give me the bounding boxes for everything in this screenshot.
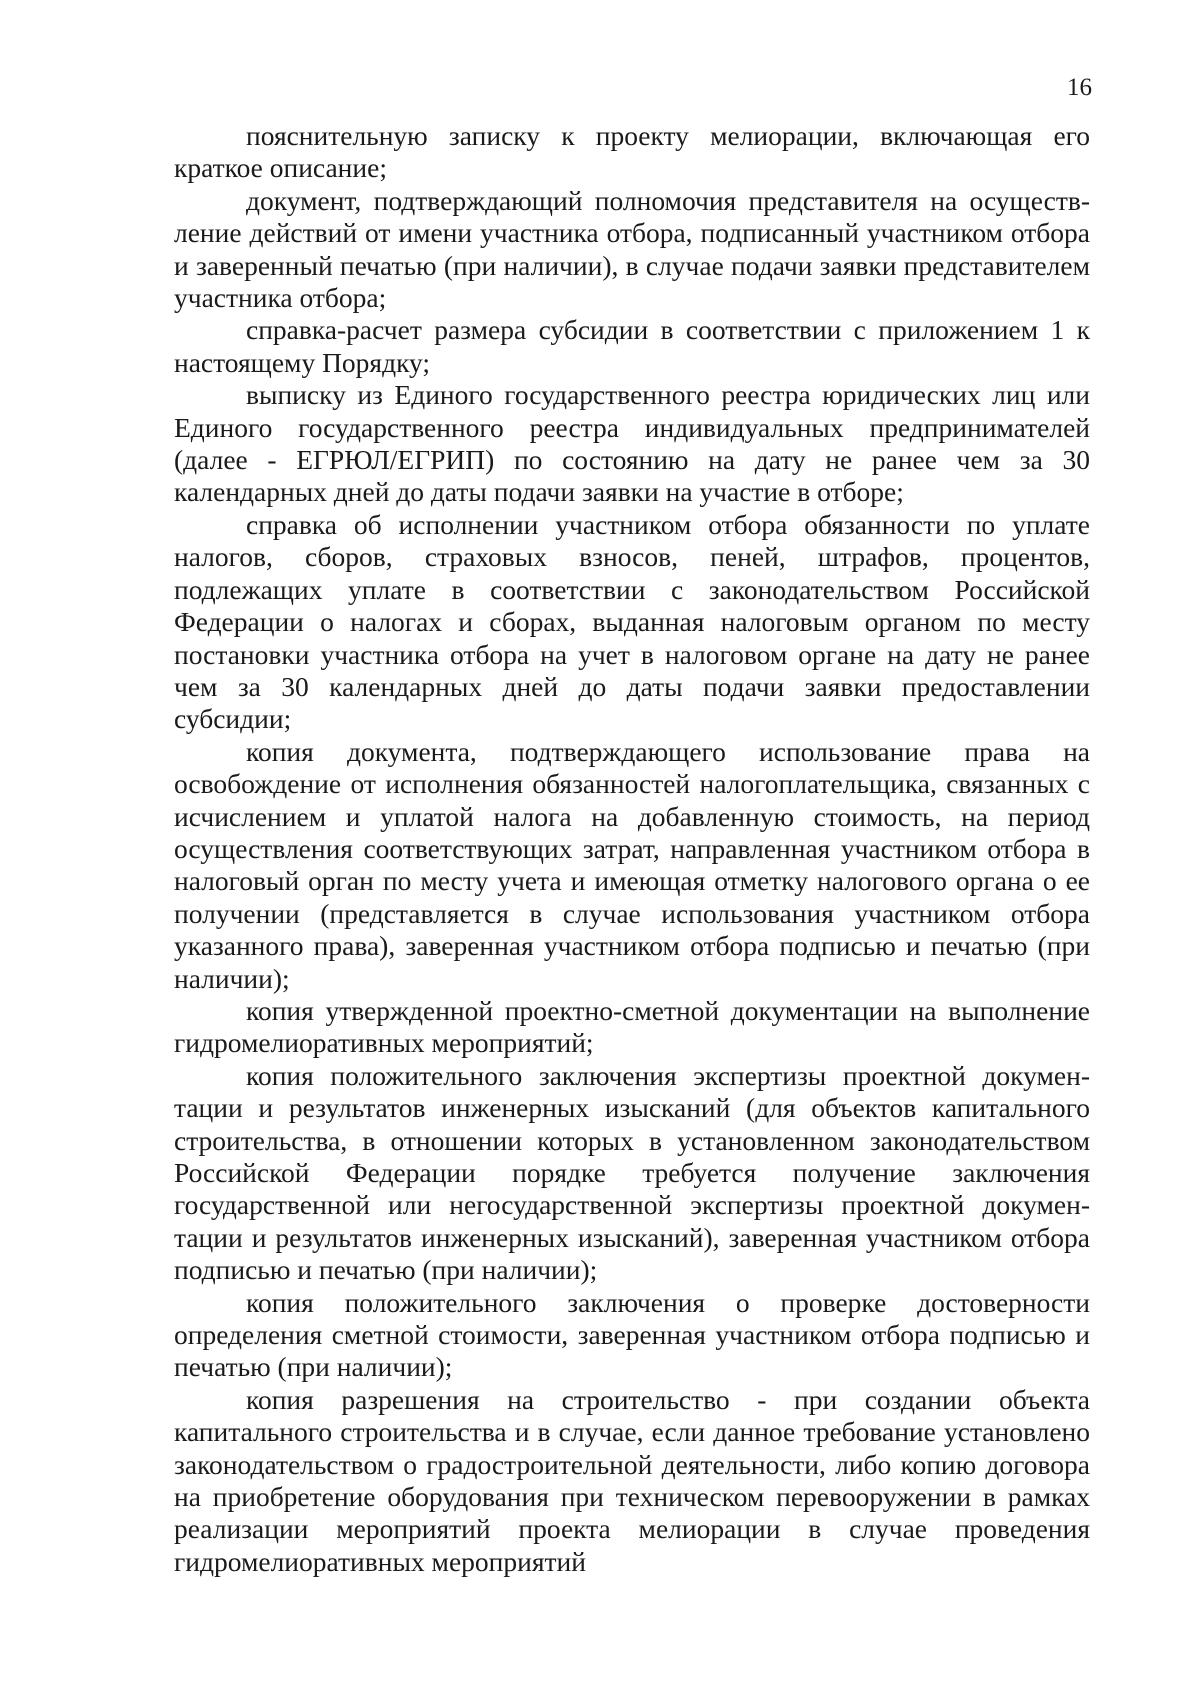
paragraph-design-documentation: копия утвержденной проектно-сметной документации на выполнение гидромелиоративных мероприятий; <box>174 994 1090 1059</box>
paragraph-explanatory-note: пояснительную записку к проекту мелиорации, включающая его краткое описание; <box>174 120 1090 184</box>
document-body <box>174 120 1090 1578</box>
paragraph-cost-verification: копия положительного заключения о проверке достоверности определения сметной стоимости, заверенная участником отбора подписью и печатью (при наличии); <box>174 1286 1090 1383</box>
paragraph-tax-certificate: справка об исполнении участником отбора обязанности по уплате налогов, сборов, страховых взносов, пеней, штрафов, процентов, подлежащих уплате в соответствии с законодательством Российской Федерации о налогах и сборах, выданная налоговым органом по месту постановки участника отбора на учет в налоговом органе на дату не ранее чем за 30 календарных дней до даты подачи заявки предоставлении субсидии; <box>174 508 1090 735</box>
page-number: 16 <box>1067 74 1092 101</box>
paragraph-expert-conclusion: копия положительного заключения экспертизы проектной документации и результатов инженерных изысканий (для объектов капитального строительства, в отношении которых в установленном законодательством Российской Федерации порядке требуется получение заключения государственной или негосударственной экспертизы проектной документации и результатов инженерных изысканий), заверенная участником отбора подписью и печатью (при наличии); <box>174 1059 1090 1286</box>
paragraph-vat-exemption: копия документа, подтверждающего использование права на освобождение от исполнения обязанностей налогоплательщика, связанных с исчислением и уплатой налога на добавленную стоимость, на период осуществления соответствующих затрат, направленная участником отбора в налоговый орган по месту учета и имеющая отметку налогового органа о ее получении (представляется в случае использования участником отбора указанного права), заверенная участником отбора подписью и печатью (при наличии); <box>174 735 1090 994</box>
paragraph-representative-authority: документ, подтверждающий полномочия представителя на осуществление действий от имени участника отбора, подписанный участником отбора и заверенный печатью (при наличии), в случае подачи заявки представителем участника отбора; <box>174 184 1090 314</box>
paragraph-registry-extract: выписку из Единого государственного реестра юридических лиц или Единого государственного реестра индивидуальных предпринимателей (далее - ЕГРЮЛ/ЕГРИП) по состоянию на дату не ранее чем за 30 календарных дней до даты подачи заявки на участие в отборе; <box>174 379 1090 508</box>
paragraph-subsidy-calculation: справка-расчет размера субсидии в соответствии с приложением 1 к настоящему Порядку; <box>174 314 1090 378</box>
paragraph-building-permit: копия разрешения на строительство - при создании объекта капитального строительства и в случае, если данное требование установлено законодательством о градостроительной деятельности, либо копию договора на приобретение оборудования при техническом перевооружении в рамках реализации мероприятий проекта мелиорации в случае проведения гидромелиоративных мероприятий <box>174 1383 1090 1577</box>
